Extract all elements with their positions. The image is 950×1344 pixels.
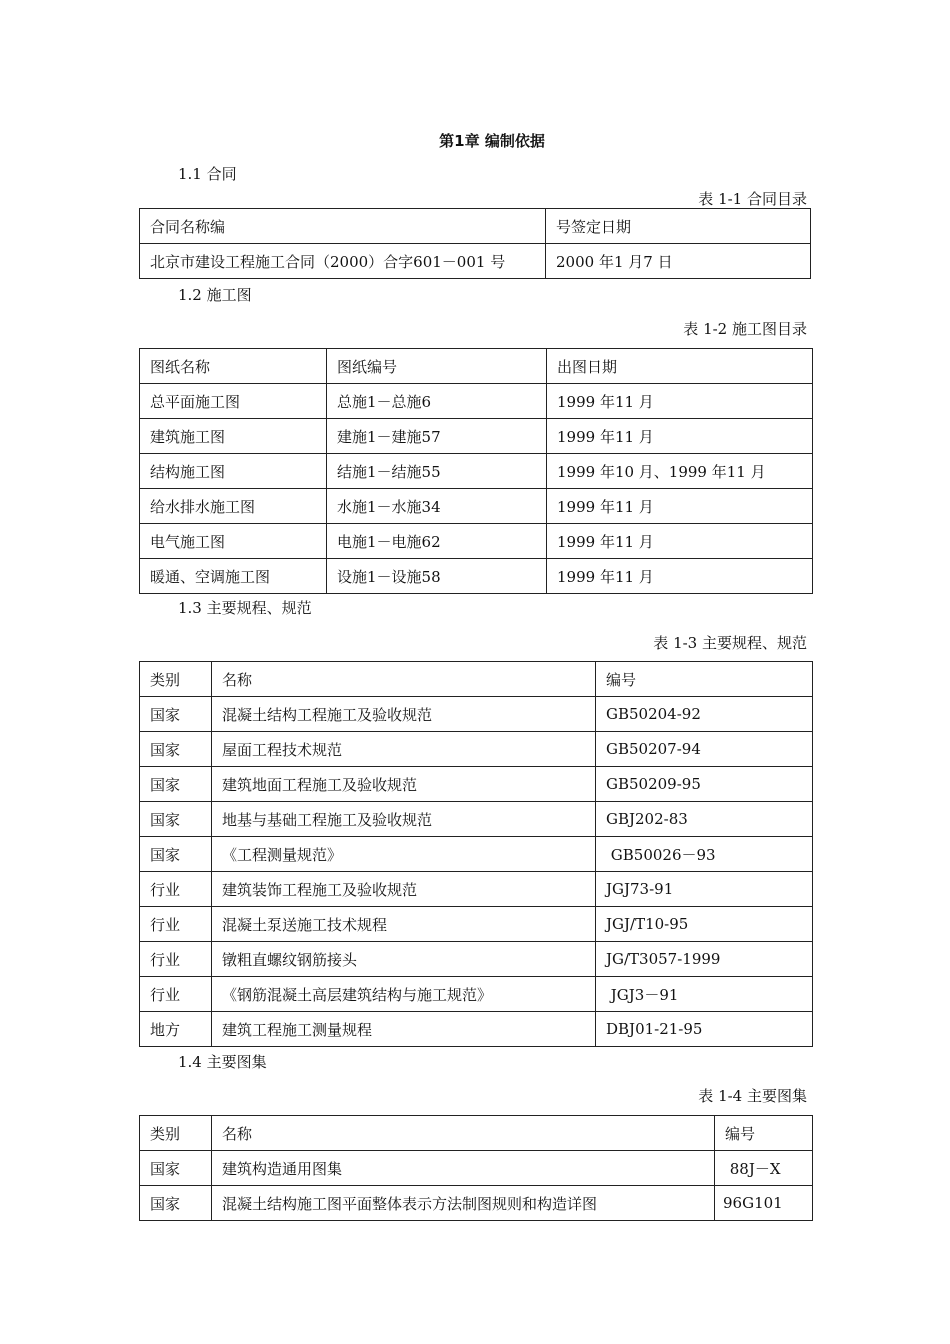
table-cell: 国家 xyxy=(140,1151,212,1186)
table-row xyxy=(140,524,813,559)
table-cell: 国家 xyxy=(140,732,212,767)
header-cell: 出图日期 xyxy=(547,349,813,384)
table-cell: GB50207-94 xyxy=(596,732,813,767)
table-cell: GB50204-92 xyxy=(596,697,813,732)
table-cell: 水施1－水施34 xyxy=(327,489,547,524)
section-heading-atlases: 1.4 主要图集 xyxy=(178,1053,267,1071)
table-cell: 电气施工图 xyxy=(140,524,327,559)
contract-table xyxy=(139,208,811,279)
table-row xyxy=(140,977,813,1012)
table-caption-contract: 表 1-1 合同目录 xyxy=(698,190,807,208)
table-cell: 给水排水施工图 xyxy=(140,489,327,524)
table-cell: 地基与基础工程施工及验收规范 xyxy=(212,802,596,837)
table-cell: 行业 xyxy=(140,977,212,1012)
table-row xyxy=(140,454,813,489)
table-row xyxy=(140,837,813,872)
header-cell: 合同名称编 xyxy=(140,209,546,244)
table-cell: 行业 xyxy=(140,872,212,907)
table-cell: 建施1－建施57 xyxy=(327,419,547,454)
table-header-row xyxy=(140,209,811,244)
table-row xyxy=(140,559,813,594)
table-header-row xyxy=(140,349,813,384)
table-cell: 结构施工图 xyxy=(140,454,327,489)
table-cell: 建筑施工图 xyxy=(140,419,327,454)
standards-table xyxy=(139,661,813,1047)
table-row xyxy=(140,1012,813,1047)
table-cell: JGJ3－91 xyxy=(596,977,813,1012)
table-caption-standards: 表 1-3 主要规程、规范 xyxy=(653,634,807,652)
table-cell: 《钢筋混凝土高层建筑结构与施工规范》 xyxy=(212,977,596,1012)
table-row xyxy=(140,1186,813,1221)
header-cell: 类别 xyxy=(140,662,212,697)
header-cell: 名称 xyxy=(212,1116,715,1151)
table-row xyxy=(140,1151,813,1186)
table-cell: 总平面施工图 xyxy=(140,384,327,419)
table-row xyxy=(140,384,813,419)
header-cell: 图纸编号 xyxy=(327,349,547,384)
table-cell: GBJ202-83 xyxy=(596,802,813,837)
table-cell: 电施1－电施62 xyxy=(327,524,547,559)
table-row xyxy=(140,732,813,767)
table-row xyxy=(140,872,813,907)
table-cell: 设施1－设施58 xyxy=(327,559,547,594)
table-caption-atlases: 表 1-4 主要图集 xyxy=(698,1087,807,1105)
page-title: 第1章 编制依据 xyxy=(439,132,545,150)
table-cell: 88J－X xyxy=(715,1151,813,1186)
header-cell: 编号 xyxy=(715,1116,813,1151)
drawings-table xyxy=(139,348,813,594)
table-row xyxy=(140,942,813,977)
table-cell: GB50209-95 xyxy=(596,767,813,802)
table-cell: 建筑工程施工测量规程 xyxy=(212,1012,596,1047)
table-cell: 暖通、空调施工图 xyxy=(140,559,327,594)
table-row xyxy=(140,697,813,732)
table-cell: 建筑装饰工程施工及验收规范 xyxy=(212,872,596,907)
table-row xyxy=(140,244,811,279)
table-cell: 国家 xyxy=(140,1186,212,1221)
table-row xyxy=(140,907,813,942)
table-cell: 镦粗直螺纹钢筋接头 xyxy=(212,942,596,977)
table-row xyxy=(140,419,813,454)
table-row xyxy=(140,489,813,524)
table-cell: 建筑构造通用图集 xyxy=(212,1151,715,1186)
table-cell: 2000 年1 月7 日 xyxy=(546,244,811,279)
table-cell: 1999 年11 月 xyxy=(547,524,813,559)
table-cell: 行业 xyxy=(140,907,212,942)
table-row xyxy=(140,802,813,837)
table-cell: 国家 xyxy=(140,697,212,732)
table-cell: 国家 xyxy=(140,767,212,802)
table-cell: 1999 年11 月 xyxy=(547,384,813,419)
table-cell: DBJ01-21-95 xyxy=(596,1012,813,1047)
table-cell: 国家 xyxy=(140,837,212,872)
table-cell: 结施1－结施55 xyxy=(327,454,547,489)
table-cell: 混凝土结构施工图平面整体表示方法制图规则和构造详图 xyxy=(212,1186,715,1221)
table-cell: 屋面工程技术规范 xyxy=(212,732,596,767)
table-cell: 96G101 xyxy=(715,1186,813,1221)
table-cell: 行业 xyxy=(140,942,212,977)
table-cell: JGJ73-91 xyxy=(596,872,813,907)
table-cell: JGJ/T10-95 xyxy=(596,907,813,942)
section-heading-contract: 1.1 合同 xyxy=(178,165,237,183)
table-cell: 总施1－总施6 xyxy=(327,384,547,419)
section-heading-standards: 1.3 主要规程、规范 xyxy=(178,599,312,617)
table-row xyxy=(140,767,813,802)
table-cell: 建筑地面工程施工及验收规范 xyxy=(212,767,596,802)
header-cell: 类别 xyxy=(140,1116,212,1151)
table-cell: 《工程测量规范》 xyxy=(212,837,596,872)
table-cell: 1999 年11 月 xyxy=(547,489,813,524)
header-cell: 编号 xyxy=(596,662,813,697)
header-cell: 图纸名称 xyxy=(140,349,327,384)
table-cell: 1999 年10 月、1999 年11 月 xyxy=(547,454,813,489)
table-cell: 地方 xyxy=(140,1012,212,1047)
table-cell: 混凝土泵送施工技术规程 xyxy=(212,907,596,942)
table-cell: 1999 年11 月 xyxy=(547,559,813,594)
table-cell: 1999 年11 月 xyxy=(547,419,813,454)
table-cell: JG/T3057-1999 xyxy=(596,942,813,977)
table-cell: 混凝土结构工程施工及验收规范 xyxy=(212,697,596,732)
table-cell: GB50026－93 xyxy=(596,837,813,872)
table-header-row xyxy=(140,1116,813,1151)
atlases-table xyxy=(139,1115,813,1221)
table-cell: 国家 xyxy=(140,802,212,837)
table-cell: 北京市建设工程施工合同（2000）合字601－001 号 xyxy=(140,244,546,279)
table-caption-drawings: 表 1-2 施工图目录 xyxy=(683,320,807,338)
header-cell: 名称 xyxy=(212,662,596,697)
table-header-row xyxy=(140,662,813,697)
header-cell: 号签定日期 xyxy=(546,209,811,244)
section-heading-drawings: 1.2 施工图 xyxy=(178,286,252,304)
